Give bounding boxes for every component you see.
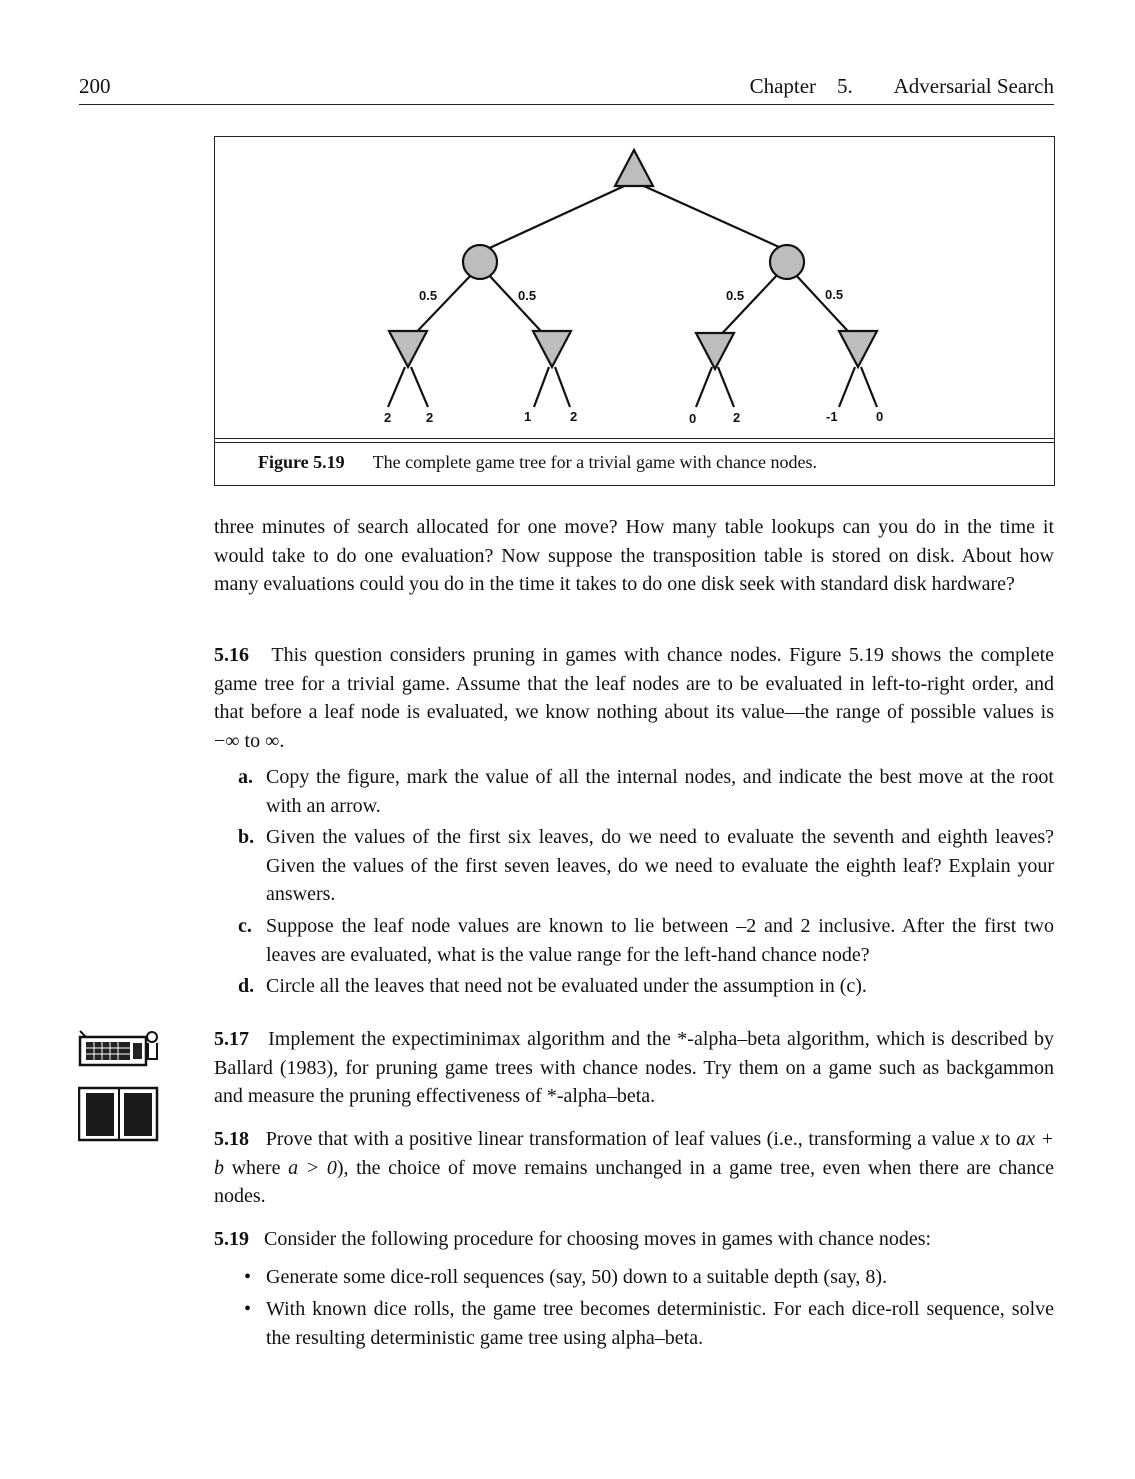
edge bbox=[718, 367, 734, 407]
figure-5-19 bbox=[214, 136, 1055, 486]
exercise-5-17 bbox=[214, 1025, 1054, 1111]
min-node bbox=[533, 331, 571, 367]
edge bbox=[635, 182, 788, 251]
bullet-icon: • bbox=[244, 1298, 252, 1320]
figure-label: Figure 5.19 bbox=[258, 452, 345, 472]
keyboard-icon bbox=[78, 1029, 160, 1069]
edge bbox=[696, 367, 712, 407]
figure-caption-text: The complete game tree for a trivial game with chance nodes. bbox=[372, 452, 817, 472]
exercise-text: Consider the following procedure for choosing moves in games with chance nodes: bbox=[264, 1228, 932, 1250]
item-label: d. bbox=[238, 975, 255, 997]
leaf-value: 0 bbox=[689, 411, 697, 426]
edge bbox=[839, 367, 855, 407]
leaf-value: 0 bbox=[876, 409, 884, 424]
exercise-text: where bbox=[224, 1156, 289, 1179]
leaf-value: -1 bbox=[826, 409, 838, 424]
item-label: a. bbox=[238, 766, 253, 788]
exercise-5-16 bbox=[214, 641, 1054, 755]
exercise-number: 5.16 bbox=[214, 644, 249, 666]
exercise-item bbox=[238, 763, 1054, 820]
edge bbox=[861, 367, 877, 407]
caption-divider bbox=[215, 438, 1054, 443]
bullet-item bbox=[244, 1263, 1054, 1292]
edge bbox=[483, 182, 633, 251]
exercise-item bbox=[238, 823, 1054, 909]
leaf-value: 2 bbox=[384, 410, 392, 425]
probability-label: 0.5 bbox=[419, 288, 438, 303]
exercise-number: 5.19 bbox=[214, 1228, 249, 1250]
math-expr: ax + b bbox=[214, 1128, 1055, 1179]
leaf-value: 1 bbox=[524, 409, 532, 424]
edge bbox=[411, 367, 428, 407]
figure-caption bbox=[258, 452, 817, 473]
chance-node bbox=[770, 245, 804, 279]
item-text: Given the values of the first six leaves, do we need to evaluate the seventh and eighth leaves? Given the values of the first seven leaves, do we need to evaluate the eighth leaf? Explain your answers. bbox=[266, 826, 1054, 905]
page-number: 200 bbox=[79, 74, 111, 98]
exercise-number: 5.17 bbox=[214, 1028, 249, 1050]
edge bbox=[714, 273, 779, 342]
item-text: Circle all the leaves that need not be evaluated under the assumption in (c). bbox=[266, 975, 867, 997]
chance-node bbox=[463, 245, 497, 279]
game-tree-diagram bbox=[215, 137, 1054, 437]
math-var: x bbox=[980, 1128, 990, 1150]
exercise-5-18 bbox=[214, 1125, 1054, 1211]
edge bbox=[534, 367, 549, 407]
math-cond: a > 0 bbox=[288, 1156, 337, 1179]
exercise-item bbox=[238, 912, 1054, 969]
item-label: b. bbox=[238, 826, 255, 848]
bullet-item bbox=[244, 1295, 1054, 1352]
exercise-5-19 bbox=[214, 1225, 1054, 1254]
paragraph-continuation: three minutes of search allocated for one move? How many table lookups can you do in the time it would take to do one evaluation? Now suppose the transposition table is stored on disk. About how many evaluations could you do in the time it takes to do one disk seek with standard disk hardware? bbox=[214, 516, 1054, 595]
exercise-item bbox=[238, 972, 1054, 1001]
page-header bbox=[79, 74, 1054, 105]
leaf-value: 2 bbox=[570, 409, 578, 424]
leaf-value: 2 bbox=[733, 410, 741, 425]
exercise-text: Implement the expectiminimax algorithm and the *-alpha–beta algorithm, which is described by Ballard (1983), for pruning game trees with chance nodes. Try them on a game such as backgammon and measure the pruning effectiveness of *-alpha–beta. bbox=[214, 1028, 1055, 1107]
leaf-value: 2 bbox=[426, 410, 434, 425]
exercise-text: ), the choice of move remains unchanged in a game tree, even when there are chance nodes. bbox=[214, 1156, 1055, 1207]
min-node bbox=[696, 333, 734, 369]
item-text: Copy the figure, mark the value of all the internal nodes, and indicate the best move at the root with an arrow. bbox=[266, 766, 1054, 817]
edge bbox=[388, 367, 405, 407]
min-node bbox=[839, 331, 877, 367]
bullet-text: Generate some dice-roll sequences (say, 50) down to a suitable depth (say, 8). bbox=[266, 1266, 888, 1288]
min-node bbox=[389, 331, 427, 367]
book-icon bbox=[78, 1085, 160, 1143]
chapter-title: Chapter 5. Adversarial Search bbox=[749, 74, 1054, 98]
exercise-text: This question considers pruning in games with chance nodes. Figure 5.19 shows the complete game tree for a trivial game. Assume that the leaf nodes are to be evaluated in left-to-right order, and that before a leaf node is evaluated, we know nothing about its value—the range of possible values is −∞ to ∞. bbox=[214, 644, 1054, 752]
probability-label: 0.5 bbox=[825, 287, 844, 302]
item-label: c. bbox=[238, 915, 252, 937]
exercise-text: Prove that with a positive linear transformation of leaf values (i.e., transforming a value bbox=[265, 1128, 981, 1150]
exercise-number: 5.18 bbox=[214, 1128, 249, 1150]
bullet-text: With known dice rolls, the game tree becomes deterministic. For each dice-roll sequence, solve the resulting deterministic game tree using alpha–beta. bbox=[266, 1298, 1054, 1349]
edge bbox=[555, 367, 570, 407]
probability-label: 0.5 bbox=[518, 288, 537, 303]
item-text: Suppose the leaf node values are known to lie between –2 and 2 inclusive. After the first two leaves are evaluated, what is the value range for the left-hand chance node? bbox=[266, 915, 1054, 966]
exercise-text: to bbox=[989, 1128, 1017, 1150]
max-node bbox=[615, 150, 653, 186]
probability-label: 0.5 bbox=[726, 288, 745, 303]
bullet-icon: • bbox=[244, 1266, 252, 1288]
